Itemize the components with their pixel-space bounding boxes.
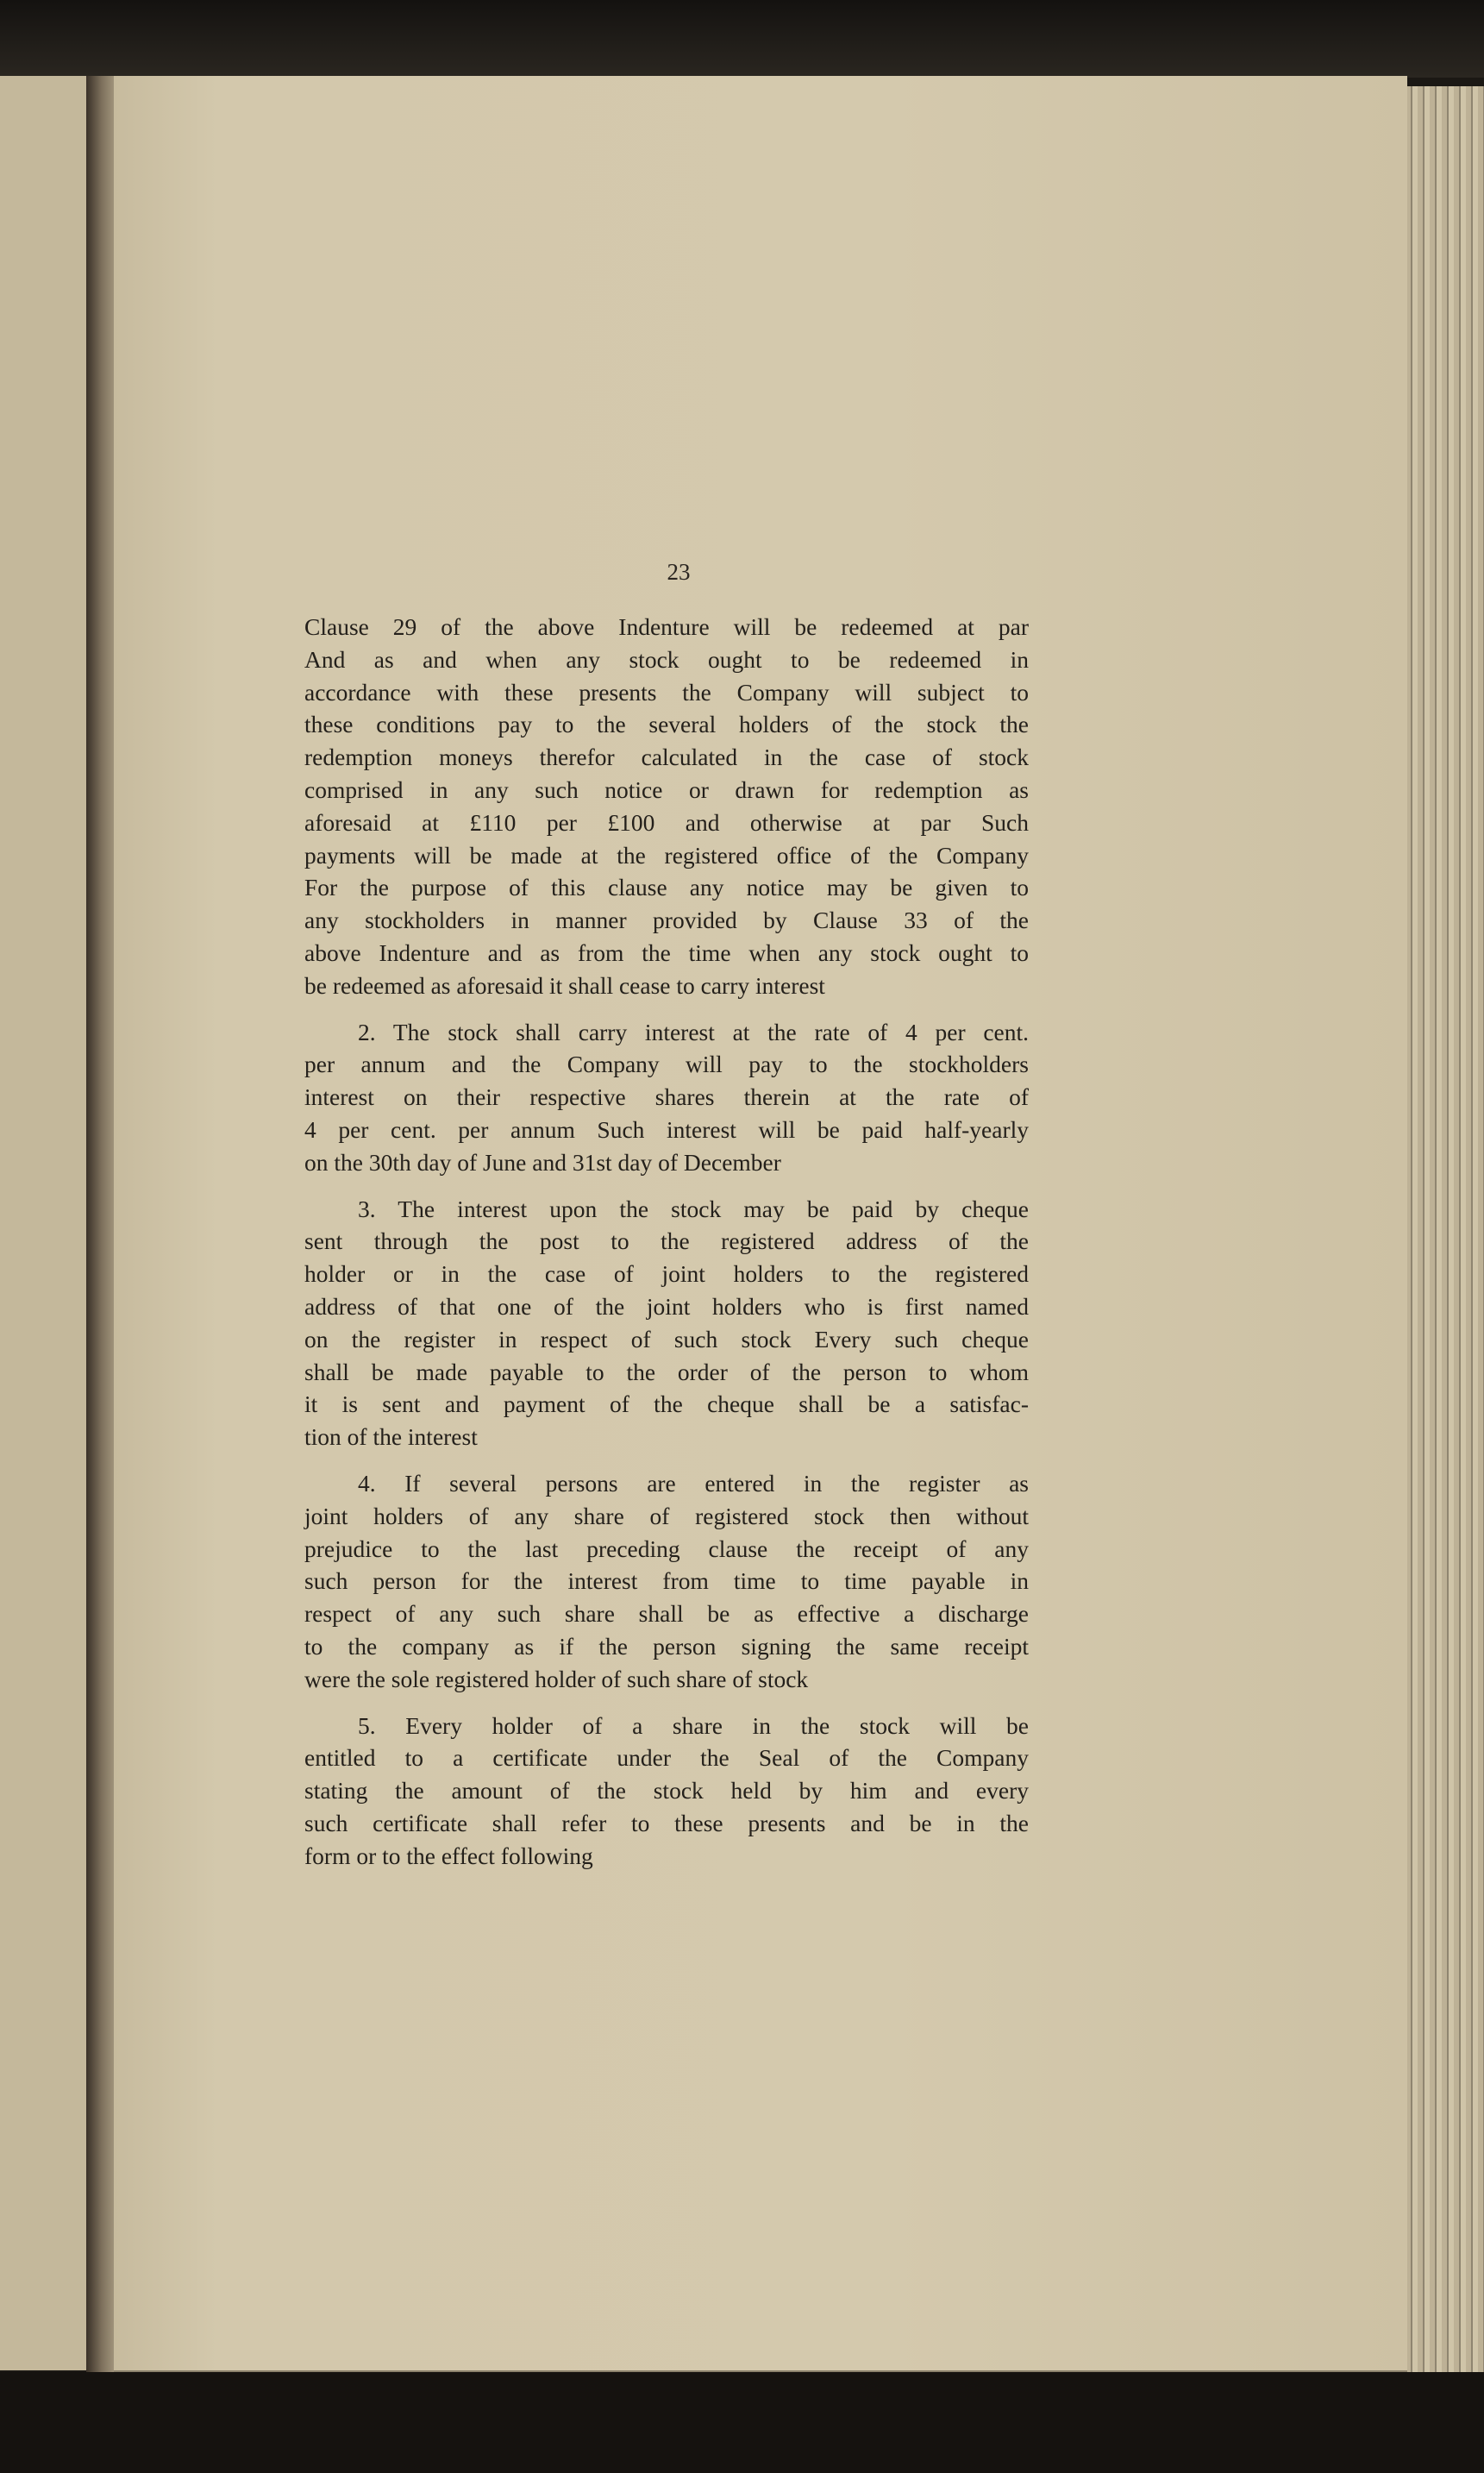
text-line: payments will be made at the registered office of the Company (304, 841, 1029, 869)
text-line: prejudice to the last preceding clause the receipt of any (304, 1535, 1029, 1562)
text-line: such person for the interest from time to time payable in (304, 1567, 1029, 1595)
text-line: it is sent and payment of the cheque shall be a satisfac- (304, 1390, 1029, 1418)
text-line: form or to the effect following (304, 1842, 593, 1869)
text-line: holder or in the case of joint holders to the registered (304, 1260, 1029, 1288)
left-page-edge (0, 76, 86, 2370)
text-line: tion of the interest (304, 1423, 478, 1451)
text-line: accordance with these presents the Company will subject to (304, 678, 1029, 706)
text-line: Clause 29 of the above Indenture will be redeemed at par (304, 613, 1029, 640)
text-line: on the 30th day of June and 31st day of December (304, 1148, 781, 1176)
text-line: entitled to a certificate under the Seal of the Company (304, 1744, 1029, 1772)
body-text (304, 611, 1029, 1872)
document-page (114, 76, 1407, 2373)
text-line: such certificate shall refer to these presents and be in the (304, 1809, 1029, 1836)
text-line: sent through the post to the registered address of the (304, 1227, 1029, 1255)
text-line: above Indenture and as from the time when any stock ought to (304, 938, 1029, 966)
text-line: And as and when any stock ought to be redeemed in (304, 645, 1029, 673)
text-line: per annum and the Company will pay to the stockholders (304, 1051, 1029, 1078)
text-line: comprised in any such notice or drawn for redemption as (304, 775, 1029, 803)
text-line: 3. The interest upon the stock may be paid by cheque (358, 1195, 1029, 1222)
text-line: stating the amount of the stock held by him and every (304, 1777, 1029, 1805)
right-page-edges (1406, 86, 1484, 2415)
paragraph (304, 611, 1029, 1002)
text-line: these conditions pay to the several holders of the stock the (304, 711, 1029, 738)
text-line: shall be made payable to the order of the person to whom (304, 1358, 1029, 1385)
scan-background-bottom (0, 2372, 1484, 2473)
text-line: joint holders of any share of registered stock then without (304, 1502, 1029, 1529)
text-line: For the purpose of this clause any notice may be given to (304, 874, 1029, 901)
text-line: 4. If several persons are entered in the register as (358, 1469, 1029, 1497)
scan-background-top (0, 0, 1484, 78)
text-line: were the sole registered holder of such share of stock (304, 1665, 809, 1692)
paragraph (304, 1193, 1029, 1453)
text-line: redemption moneys therefor calculated in the case of stock (304, 744, 1029, 771)
text-line: aforesaid at £110 per £100 and otherwise at par Such (304, 808, 1029, 836)
text-line: 5. Every holder of a share in the stock will be (358, 1711, 1029, 1739)
text-line: address of that one of the joint holders who is first named (304, 1292, 1029, 1320)
paragraph (304, 1710, 1029, 1873)
text-line: be redeemed as aforesaid it shall cease to carry interest (304, 971, 825, 999)
text-line: on the register in respect of such stock Every such cheque (304, 1325, 1029, 1353)
text-line: 2. The stock shall carry interest at the rate of 4 per cent. (358, 1018, 1029, 1045)
text-line: to the company as if the person signing the same receipt (304, 1632, 1029, 1660)
text-line: respect of any such share shall be as effective a discharge (304, 1600, 1029, 1628)
paragraph (304, 1016, 1029, 1179)
paragraph (304, 1467, 1029, 1696)
text-line: any stockholders in manner provided by Clause 33 of the (304, 907, 1029, 934)
page-number: 23 (667, 559, 691, 585)
text-line: 4 per cent. per annum Such interest will be paid half-yearly (304, 1115, 1029, 1143)
text-line: interest on their respective shares therein at the rate of (304, 1083, 1029, 1111)
